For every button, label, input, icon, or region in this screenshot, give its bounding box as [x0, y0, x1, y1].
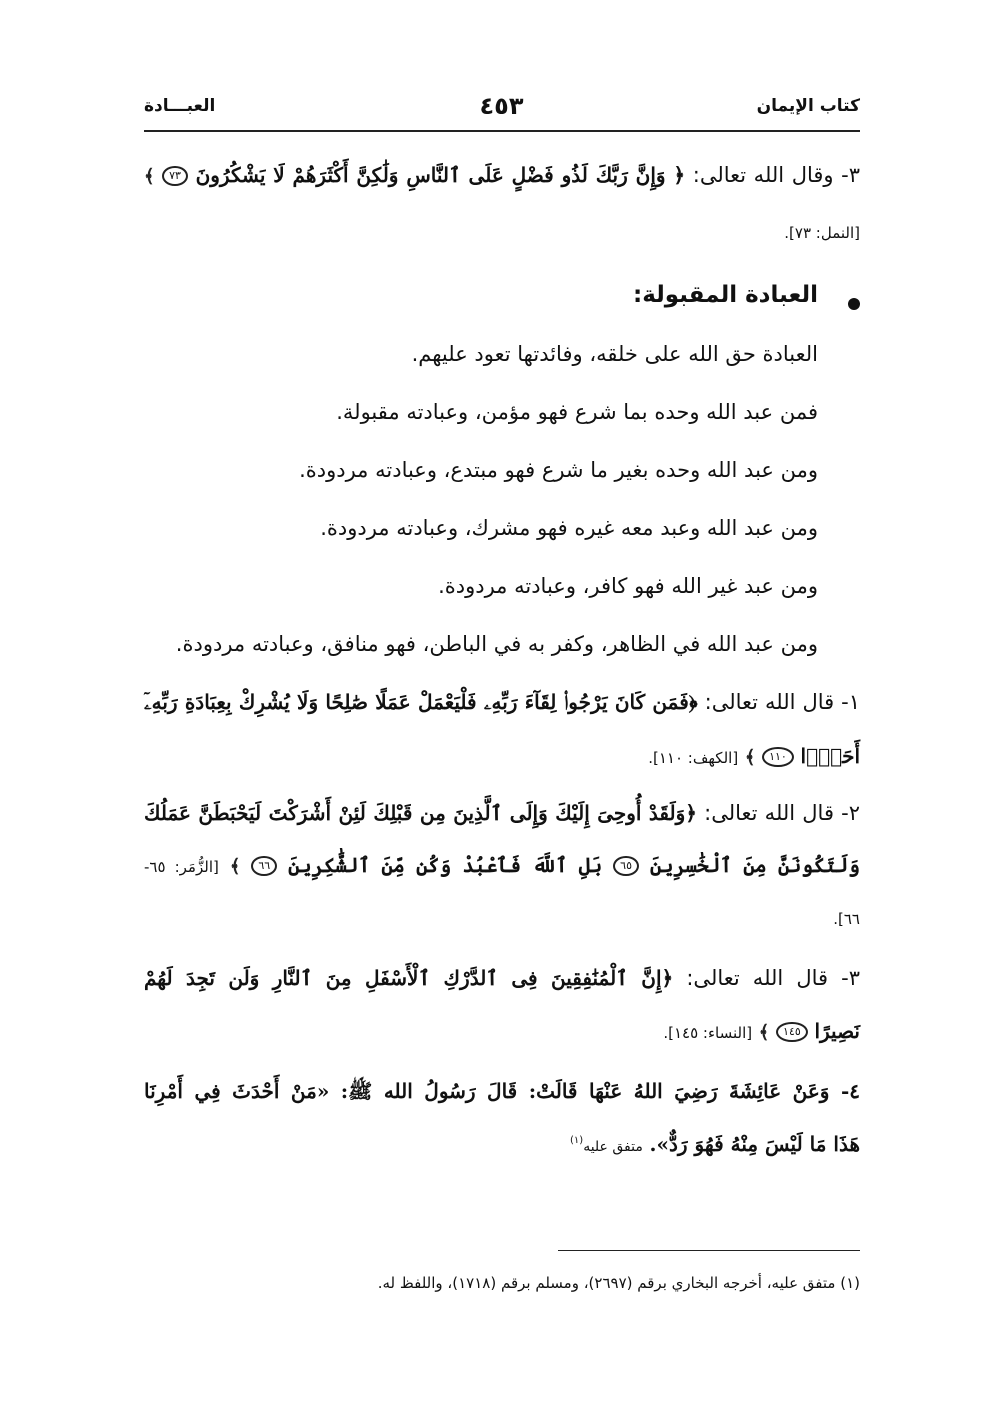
item-2-reference: [الزُّمَر: ٦٥-	[144, 858, 219, 876]
item-3-verse: ﴿إِنَّ ٱلْمُنَٰفِقِينَ فِى ٱلدَّرْكِ ٱلْأَسْفَلِ مِنَ ٱلنَّارِ وَلَن تَجِدَ لَهُمْ	[144, 966, 674, 990]
ayah-number-marker: ١٤٥	[776, 1022, 808, 1042]
item-3-line-2	[663, 1018, 860, 1045]
header-divider	[144, 130, 860, 132]
item-2-reference-cont: ٦٦].	[833, 910, 860, 928]
chapter-title: العبـــادة	[144, 96, 216, 116]
item-2-prefix: ٢- قال الله تعالى:	[704, 801, 861, 825]
item-1-verse: ﴿فَمَن كَانَ يَرْجُوا۟ لِقَآءَ رَبِّهِۦ فَلْيَعْمَلْ عَمَلًا صَٰلِحًا وَلَا يُشْرِكْ بِعِبَادَةِ رَبِّهِۦٓ	[144, 690, 698, 714]
item-1-line-2	[648, 743, 860, 770]
item-3-line-1	[144, 965, 860, 992]
verse-top-close: ﴾	[144, 166, 155, 187]
verse-top-prefix: ٣- وقال الله تعالى:	[692, 163, 860, 187]
page-number: ٤٥٣	[479, 92, 524, 120]
verse-top-reference: [النمل: ٧٣].	[784, 224, 860, 242]
item-4-hadith-end: هَذَا مَا لَيْسَ مِنْهُ فَهُوَ رَدٌّ».	[649, 1132, 860, 1156]
item-3-reference: [النساء: ١٤٥].	[663, 1024, 753, 1042]
item-2-verse-part-a: وَلَتَكُونَنَّ مِنَ ٱلْخَٰسِرِينَ	[649, 853, 860, 877]
ayah-number-marker: ٦٥	[613, 856, 639, 876]
item-2-verse: ﴿وَلَقَدْ أُوحِىَ إِلَيْكَ وَإِلَى ٱلَّذِينَ مِن قَبْلِكَ لَئِنْ أَشْرَكْتَ لَيَحْبَطَنَّ عَمَلُكَ	[144, 801, 697, 825]
section-heading: العبادة المقبولة:	[633, 282, 818, 308]
item-1-verse-end: أَحَدًۢا	[800, 744, 860, 768]
paragraph: ومن عبد الله وحده بغير ما شرع فهو مبتدع، وعبادته مردودة.	[299, 458, 818, 482]
ayah-number-marker: ١١٠	[762, 747, 794, 767]
footnote: (١) متفق عليه، أخرجه البخاري برقم (٢٦٩٧)، ومسلم برقم (١٧١٨)، واللفظ له.	[377, 1274, 860, 1292]
item-3-verse-end: نَصِيرًا	[814, 1019, 860, 1043]
verse-top-text: ﴿ وَإِنَّ رَبَّكَ لَذُو فَضْلٍ عَلَى ٱلنَّاسِ وَلَٰكِنَّ أَكْثَرَهُمْ لَا يَشْكُرُونَ	[195, 163, 686, 187]
item-4-line-2	[570, 1131, 860, 1158]
footnote-marker: (١)	[570, 1135, 584, 1146]
book-title: كتاب الإيمان	[756, 96, 860, 116]
verse-top-line	[144, 162, 860, 189]
bullet-icon	[848, 298, 860, 310]
item-2-close: ﴾	[229, 856, 241, 877]
footnote-divider	[558, 1250, 860, 1251]
item-4-line-1: ٤- وَعَنْ عَائِشَةَ رَضِيَ اللهُ عَنْهَا قَالَتْ: قَالَ رَسُولُ الله ﷺ: «مَنْ أَحْدَثَ فِي أَمْرِنَا	[144, 1079, 860, 1103]
paragraph: العبادة حق الله على خلقه، وفائدتها تعود عليهم.	[411, 342, 818, 366]
ayah-number-marker: ٧٣	[162, 166, 188, 186]
item-4-note: متفق عليه	[583, 1139, 643, 1155]
item-2-line-1	[144, 800, 860, 827]
item-1-line-1	[144, 689, 860, 716]
item-3-prefix: ٣- قال الله تعالى:	[686, 966, 860, 990]
paragraph: فمن عبد الله وحده بما شرع فهو مؤمن، وعبادته مقبولة.	[336, 400, 818, 424]
ayah-number-marker: ٦٦	[251, 856, 277, 876]
paragraph: ومن عبد غير الله فهو كافر، وعبادته مردودة.	[438, 574, 818, 598]
item-2-line-2	[144, 852, 860, 879]
paragraph: ومن عبد الله وعبد معه غيره فهو مشرك، وعبادته مردودة.	[320, 516, 818, 540]
item-3-close: ﴾	[758, 1022, 770, 1043]
item-1-prefix: ١- قال الله تعالى:	[704, 690, 860, 714]
item-1-reference: [الكهف: ١١٠].	[648, 749, 739, 767]
item-2-verse-part-b: بَلِ ٱللَّهَ فَٱعْبُدْ وَكُن مِّنَ ٱلشَّٰكِرِينَ	[288, 853, 603, 877]
paragraph: ومن عبد الله في الظاهر، وكفر به في الباطن، فهو منافق، وعبادته مردودة.	[175, 632, 818, 656]
item-1-close: ﴾	[744, 747, 756, 768]
